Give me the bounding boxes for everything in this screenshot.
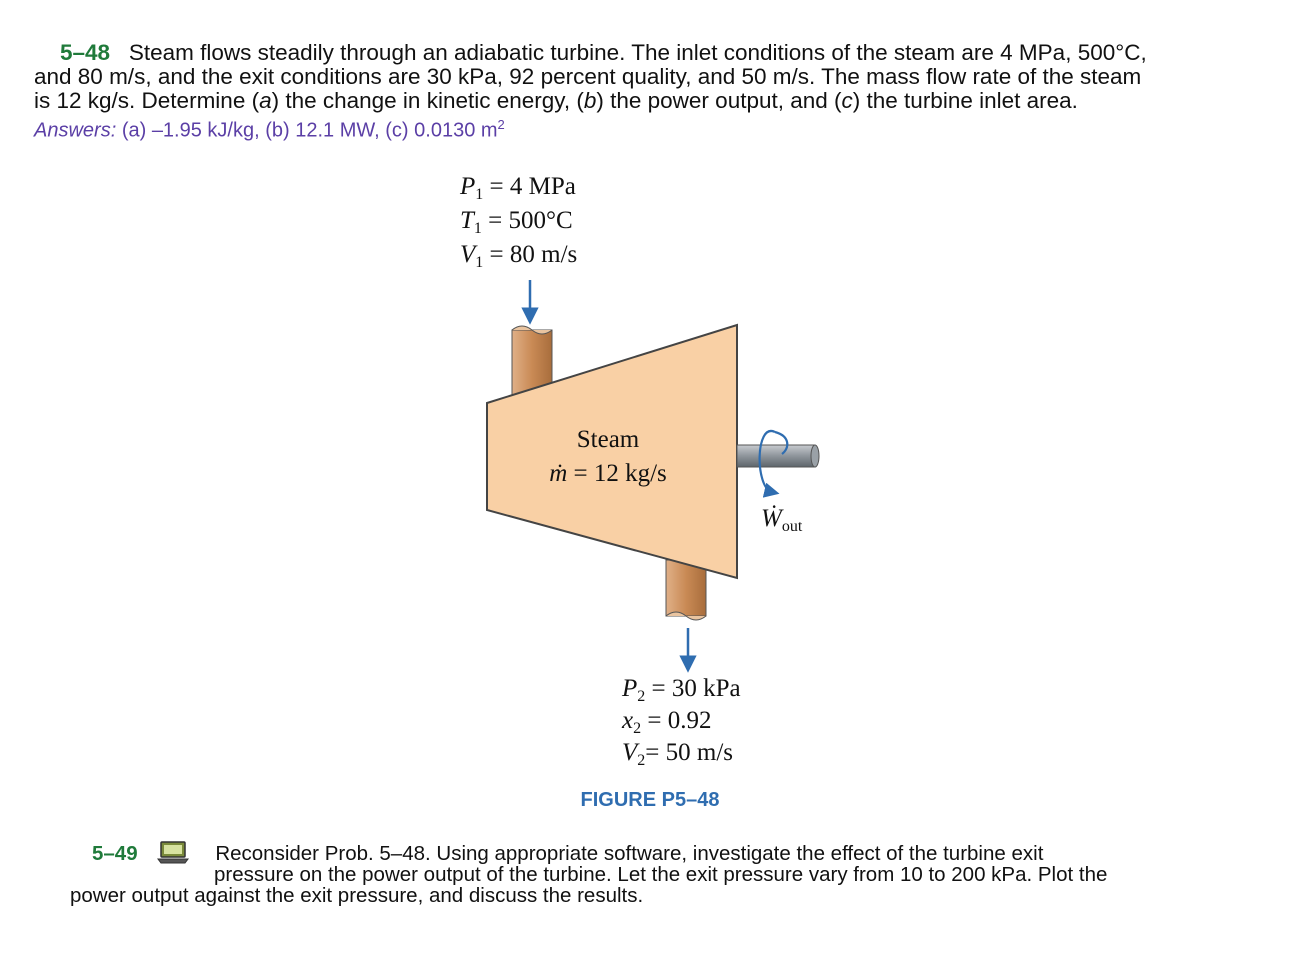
problem-549-text1: Reconsider Prob. 5–48. Using appropriate software, investigate the effect of the turbine exit <box>215 842 1044 865</box>
q-text-d: ) the turbine inlet area. <box>852 88 1078 113</box>
inlet-velocity: $V_1 = 80$ m/s <box>460 241 578 271</box>
steam-label <box>546 423 670 491</box>
mass-flow-rate: ṁ = 12 kg/s <box>549 460 667 487</box>
answer-b: (b) 12.1 MW, <box>265 119 380 142</box>
answer-c-exponent: 2 <box>497 117 505 132</box>
q-letter-c: c <box>841 88 853 113</box>
work-symbol: Ẇ <box>761 505 782 532</box>
problem-548-line2: and 80 m/s, and the exit conditions are 30 kPa, 92 percent quality, and 50 m/s. The mass flow rate of the steam <box>34 64 1142 89</box>
exit-pipe <box>666 560 706 620</box>
q-letter-b: b <box>583 88 597 113</box>
exit-velocity: $V_2= 50$ m/s <box>622 739 734 769</box>
figure-caption: FIGURE P5–48 <box>580 789 720 811</box>
work-out-label <box>761 502 802 536</box>
answers-label: Answers: <box>34 119 117 142</box>
q-text-b: ) the change in kinetic energy, ( <box>271 88 584 113</box>
problem-549-number: 5–49 <box>92 842 138 865</box>
q-letter-a: a <box>259 88 272 113</box>
laptop-icon <box>157 840 189 862</box>
problem-549 <box>70 840 1230 906</box>
inlet-temperature: $T_1 = 500^\circ C$ <box>460 207 573 237</box>
work-subscript: out <box>781 518 803 535</box>
inlet-pressure: $P_1 = 4$ MPa <box>460 173 576 203</box>
problem-549-line3: power output against the exit pressure, and discuss the results. <box>70 884 644 907</box>
q-text-c: ) the power output, and ( <box>596 88 842 113</box>
steam-text: Steam <box>576 426 640 453</box>
exit-conditions <box>622 673 741 769</box>
problem-548-number: 5–48 <box>60 40 111 65</box>
problem-548-text1: Steam flows steadily through an adiabatic turbine. The inlet conditions of the steam are 4 MPa, 500°C, <box>128 40 1147 65</box>
problem-549-line1 <box>70 840 1230 864</box>
answer-a: (a) –1.95 kJ/kg, <box>121 119 260 142</box>
exit-pressure: $P_2 = 30$ kPa <box>622 675 741 705</box>
answer-c: (c) 0.0130 m <box>385 119 498 142</box>
q-text-a: is 12 kg/s. Determine ( <box>34 88 260 113</box>
exit-quality: $x_2 = 0.92$ <box>622 707 712 737</box>
turbine-shaft <box>737 445 819 467</box>
problem-549-line2: pressure on the power output of the turbine. Let the exit pressure vary from 10 to 200 kPa. Plot the <box>214 863 1108 886</box>
